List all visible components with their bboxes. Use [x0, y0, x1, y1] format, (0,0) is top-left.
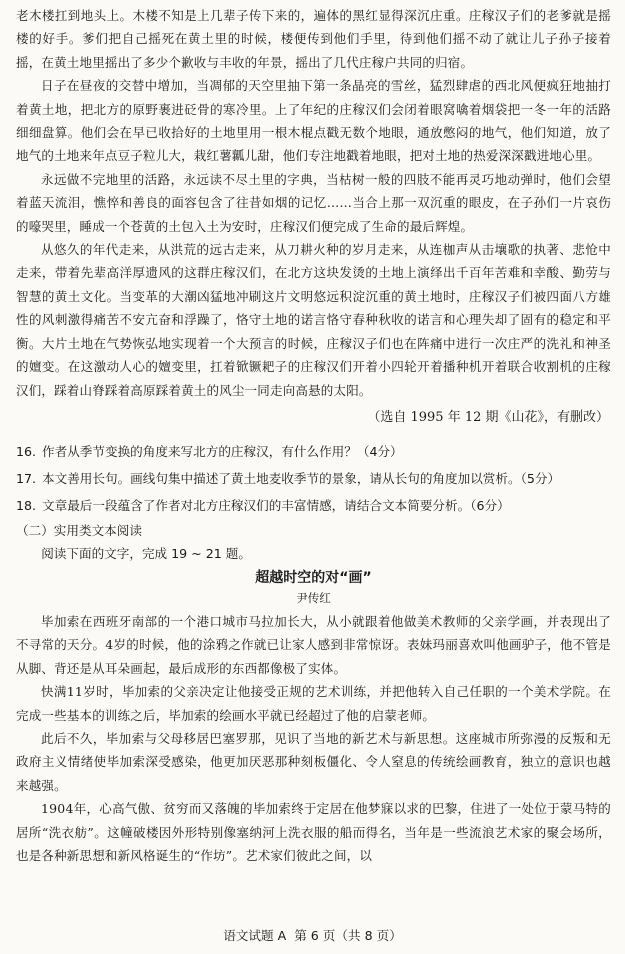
- question-text: 文章最后一段蕴含了作者对北方庄稼汉们的丰富情感，请结合文本简要分析。（6分）: [42, 497, 510, 513]
- question-text: 本文善用长句。画线句集中描述了黄土地麦收季节的景象，请从长句的角度加以赏析。（5分）: [42, 470, 561, 486]
- footer-subject: 语文试题 A: [223, 928, 287, 943]
- question-number: 16.: [16, 443, 37, 459]
- question-number: 17.: [16, 470, 37, 486]
- story-paragraph: 从悠久的年代走来，从洪荒的远古走来，从刀耕火种的岁月走来，从连枷声从击壤歌的执著、悲怆中走来，带着先辈高洋厚遗风的这群庄稼汉们，在北方这块发烫的土地上演绎出千百年苦难和幸酸、勤劳与智慧的黄土文化。当变革的大潮凶猛地冲刷这片文明悠远积淀沉重的黄土地时，庄稼汉子们被四面八方雄性的风刺激得痛苦不安亢奋和浮躁了，恪守土地的诺言恪守春种秋收的诺言和心理失却了固有的稳定和平衡。大片土地在气势恢弘地实现着一个大预言的时候，庄稼汉子们也在阵痛中进行一次庄严的洗礼和神圣的嬗变。在这激动人心的嬗变里，扛着锨镢耙子的庄稼汉们开着小四轮开着播种机开着联合收割机的庄稼汉们，踩着山脊踩着高原踩着黄土的风尘一同走向高悬的太阳。: [16, 242, 611, 398]
- question-text: 作者从季节变换的角度来写北方的庄稼汉，有什么作用？（4分）: [42, 443, 403, 459]
- question-17: [16, 465, 611, 492]
- story-paragraph: 永远做不完地里的活路，永远读不尽土里的字典，当枯树一般的四肢不能再灵巧地动弹时，他们会望着蓝天流泪，憔悴和善良的面容包含了往昔如烟的记忆……当合上那一双沉重的眼皮，在子孙们一片哀伤的嚎哭里，睡成一个苍黄的土包入土为安时，庄稼汉们便完成了生命的最后辉煌。: [16, 171, 611, 234]
- question-16: [16, 438, 611, 465]
- article-title: 超越时空的对“画”: [255, 569, 372, 586]
- story-paragraph: 老木楼扛到地头上。木楼不知是上几辈子传下来的，遍体的黑红显得深沉庄重。庄稼汉子们的老爹就是摇楼的好手。爹们把自己摇死在黄土里的时候，楼便传到他们手里，待到他们摇不动了就让儿子孙子接着摇，在黄土地里摇出了多少个歉收与丰收的年景，摇出了几代庄稼户共同的归宿。: [16, 8, 611, 70]
- section-heading: （二）实用类文本阅读: [16, 522, 142, 538]
- page-footer: [0, 925, 625, 944]
- story-source: （选自 1995 年 12 期《山花》，有删改）: [367, 409, 609, 425]
- section-instruction: 阅读下面的文字，完成 19 ~ 21 题。: [41, 545, 251, 561]
- question-number: 18.: [16, 497, 37, 513]
- article-paragraph: 快满11岁时，毕加索的父亲决定让他接受正规的艺术训练，并把他转入自己任职的一个美术学院。在完成一些基本的训练之后，毕加索的绘画水平就已经超过了他的启蒙老师。: [16, 684, 611, 723]
- article-paragraph: 此后不久，毕加索与父母移居巴塞罗那，见识了当地的新艺术与新思想。这座城市所弥漫的反叛和无政府主义情绪使毕加索深受感染，他更加厌恶那种刻板僵化、令人窒息的传统绘画教育，独立的意识也越来越强。: [16, 730, 611, 793]
- article-author: 尹传红: [296, 590, 331, 605]
- story-paragraph: 日子在昼夜的交替中增加，当凋郁的天空里抽下第一条晶亮的雪丝，猛烈肆虐的西北风便疯狂地抽打着黄土地，把北方的原野裹进砭骨的寒冷里。上了年纪的庄稼汉们会闭着眼窝噙着烟袋把一冬一年的活路细细盘算。他们会在早已收拾好的土地里用一根木棍点戳无数个地眼，通放憋闷的地气，他们知道，放了地气的土地来年点豆子粒儿大，栽红薯瓤儿甜，他们专注地戳着地眼，把对土地的热爱深深戳进地心里。: [16, 78, 611, 164]
- article-paragraph: 毕加索在西班牙南部的一个港口城市马拉加长大，从小就跟着他做美术教师的父亲学画，并表现出了不寻常的天分。4岁的时候，他的涂鸦之作就已让家人感到非常惊讶。表妹玛丽喜欢叫他画驴子，他不管是从脚、背还是从耳朵画起，最后成形的东西都像极了实体。: [16, 613, 611, 676]
- article-paragraph: 1904年，心高气傲、贫穷而又落魄的毕加索终于定居在他梦寐以求的巴黎，住进了一处位于蒙马特的居所“洗衣舫”。这幢破楼因外形特别像塞纳河上洗衣服的船而得名，当年是一些流浪艺术家的聚会场所，也是各种新思想和新风格诞生的“作坊”。艺术家们彼此之间，以: [16, 801, 611, 863]
- footer-page-number: 第 6 页（共 8 页）: [294, 928, 402, 943]
- question-18: [16, 492, 611, 519]
